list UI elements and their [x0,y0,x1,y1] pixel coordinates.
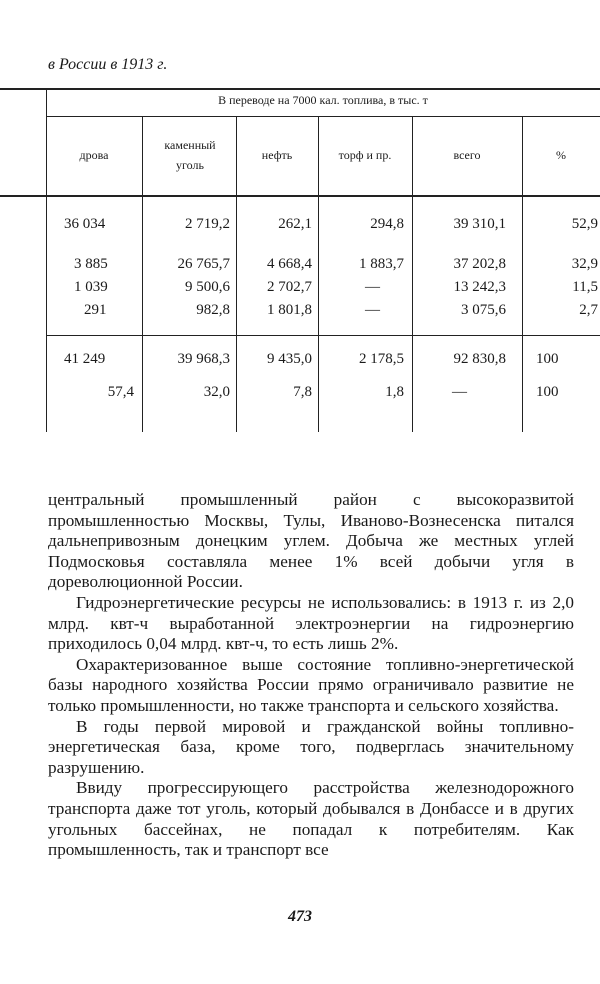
table-cell: 9 435,0 [267,351,312,367]
column-rule [46,88,47,432]
column-header: % [556,148,566,162]
table-cell: 291 [84,302,107,318]
table-cell: 7,8 [293,384,312,400]
table-cell: 26 765,7 [177,256,230,272]
table-cell: 1 883,7 [359,256,404,272]
page-number: 473 [288,908,312,925]
column-header: торф и пр. [338,148,392,162]
table-cell: 39 310,1 [453,216,506,232]
column-header: дрова [79,148,109,162]
table-cell: 982,8 [196,302,230,318]
super-header-rule [46,116,600,117]
table-cell: 57,4 [107,384,134,400]
totals-rule [46,335,600,336]
paragraph: центральный промышленный район с высокоразвитой промышленностью Москвы, Тулы, Иваново-Вознесенска питался дальнепривозным донецким углем. Добыча же местных углей Подмосковья составляла менее 1% всей добычи угля в дореволюционной России. [48,490,574,592]
table-cell: 294,8 [370,216,404,232]
table-cell: 1 801,8 [267,302,312,318]
table-cell: 32,9 [571,256,598,272]
table-cell: 41 249 [64,351,106,367]
table-cell: 1,8 [385,384,404,400]
body-text [48,490,574,861]
table-cell: 2 719,2 [185,216,230,232]
table-cell: — [452,384,467,400]
header-bottom-rule [0,195,600,197]
column-header: каменный уголь [164,138,216,172]
table-cell: 3 075,6 [461,302,506,318]
table-cell: 39 968,3 [177,351,230,367]
table-cell: 1 039 [74,279,108,295]
table-cell: 100 [536,384,559,400]
table-cell: 9 500,6 [185,279,230,295]
table-cell: — [365,279,380,295]
table-caption: в России в 1913 г. [48,56,168,73]
paragraph: Гидроэнергетические ресурсы не использовались: в 1913 г. из 2,0 млрд. квт-ч выработанной электроэнергии на гидроэнергию приходилось 0,04 млрд. квт-ч, то есть лишь 2%. [48,592,574,654]
table-cell: 4 668,4 [267,256,312,272]
column-header: нефть [261,148,293,162]
table-cell: 2 178,5 [359,351,404,367]
column-header: всего [453,148,481,162]
table-cell: 3 885 [74,256,108,272]
table-cell: 92 830,8 [453,351,506,367]
table-cell: 2 702,7 [267,279,312,295]
table-cell: 11,5 [572,279,598,295]
table-cell: 2,7 [579,302,598,318]
table-top-rule [0,88,600,90]
table-cell: 100 [536,351,559,367]
paragraph: Охарактеризованное выше состояние топливно-энергетической базы народного хозяйства России прямо ограничивало развитие не только промышленности, но также транспорта и сельского хозяйства. [48,654,574,715]
paragraph: Ввиду прогрессирующего расстройства железнодорожного транспорта даже тот уголь, который добывался в Донбассе и в других угольных бассейнах, не попадал к потребителям. Как промышленность, так и транспорт все [48,778,574,860]
table-cell: — [365,302,380,318]
fuel-balance-table [0,0,600,440]
table-cell: 13 242,3 [453,279,506,295]
table-cell: 32,0 [203,384,230,400]
table-cell: 262,1 [278,216,312,232]
table-cell: 37 202,8 [453,256,506,272]
table-cell: 36 034 [64,216,106,232]
paragraph: В годы первой мировой и гражданской войны топливно-энергетическая база, кроме того, подверглась значительному разрушению. [48,716,574,777]
super-header: В переводе на 7000 кал. топлива, в тыс. т [218,93,428,107]
table-cell: 52,9 [571,216,598,232]
